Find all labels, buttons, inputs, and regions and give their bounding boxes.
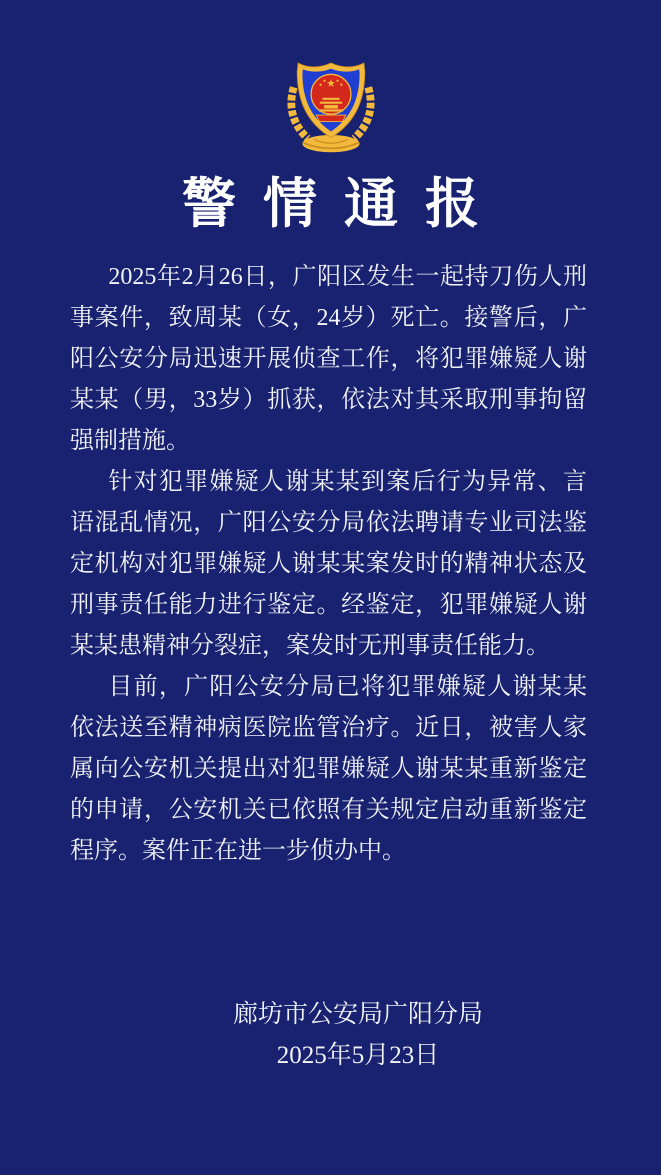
issuing-authority: 廊坊市公安局广阳分局 [232, 1001, 483, 1029]
notice-paragraph-1: 2025年2月26日，广阳区发生一起持刀伤人刑事案件，致周某（女，24岁）死亡。接警后，广阳公安分局迅速开展侦查工作，将犯罪嫌疑人谢某某（男，33岁）抓获，依法对其采取刑事拘留强制措施。 [70, 264, 587, 455]
police-badge-icon [279, 56, 383, 155]
notice-date: 2025年5月23日 [276, 1042, 440, 1070]
badge-ribbon [316, 115, 345, 122]
notice-paragraph-3: 目前，广阳公安分局已将犯罪嫌疑人谢某某依法送至精神病医院监管治疗。近日，被害人家属向公安机关提出对犯罪嫌疑人谢某某重新鉴定的申请，公安机关已依照有关规定启动重新鉴定程序。案件正在进一步侦办中。 [70, 674, 587, 865]
notice-signature-block [168, 994, 548, 1076]
notice-body [70, 257, 587, 872]
badge-national-emblem [311, 74, 351, 114]
notice-paragraph-2: 针对犯罪嫌疑人谢某某到案后行为异常、言语混乱情况，广阳公安分局依法聘请专业司法鉴定机构对犯罪嫌疑人谢某某案发时的精神状态及刑事责任能力进行鉴定。经鉴定，犯罪嫌疑人谢某某患精神分裂症，案发时无刑事责任能力。 [70, 469, 587, 660]
notice-title: 警情通报 [182, 174, 506, 234]
